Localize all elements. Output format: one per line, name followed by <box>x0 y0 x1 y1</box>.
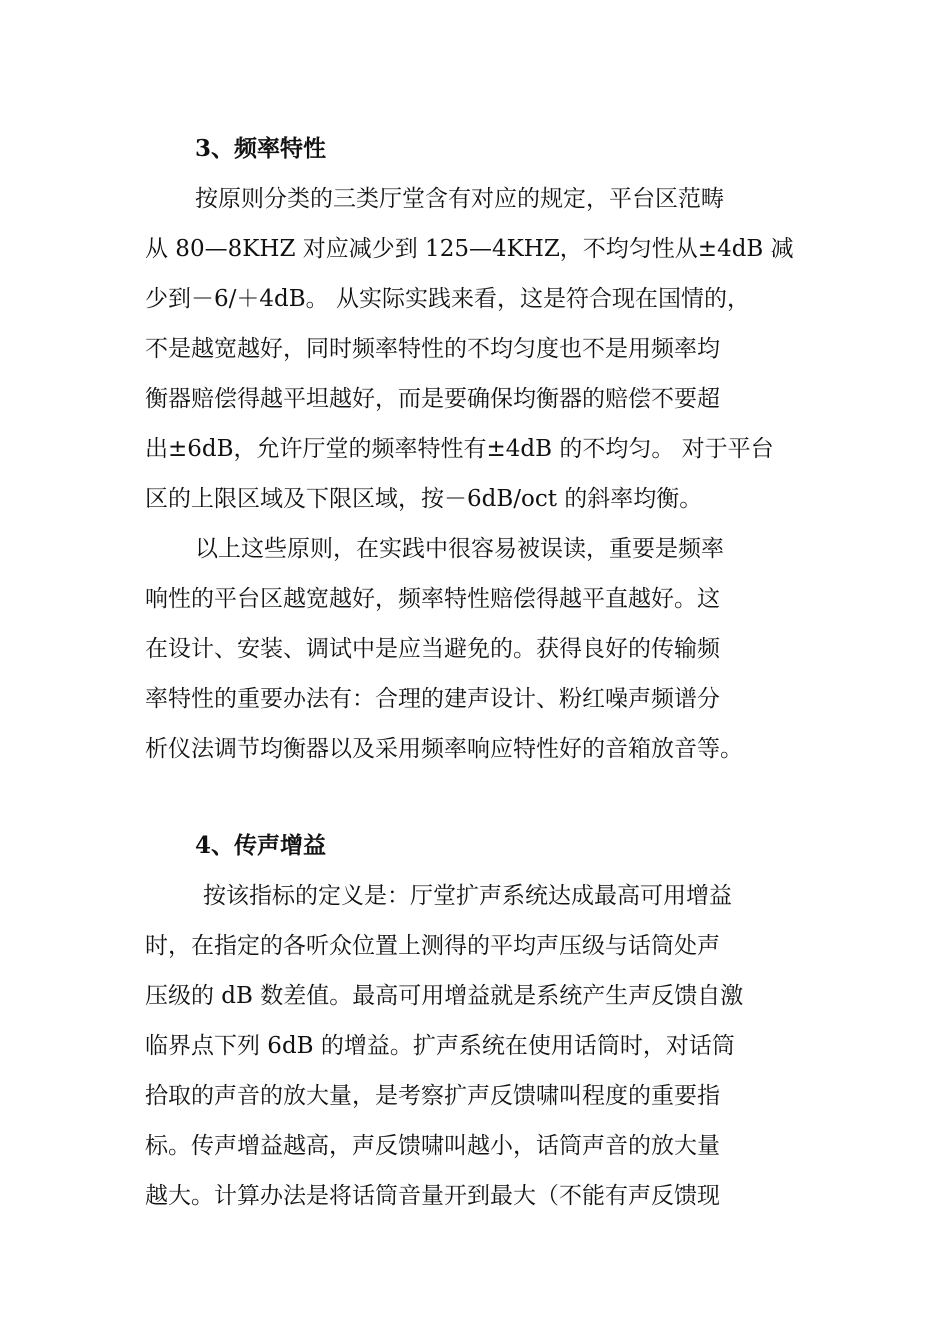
paragraph-line: 析仪法调节均衡器以及采用频率响应特性好的音箱放音等。 <box>145 736 743 762</box>
paragraph-line: 按原则分类的三类厅堂含有对应的规定，平台区范畴 <box>195 186 724 212</box>
paragraph-line: 衡器赔偿得越平坦越好，而是要确保均衡器的赔偿不要超 <box>145 386 720 412</box>
paragraph-line: 拾取的声音的放大量，是考察扩声反馈啸叫程度的重要指 <box>145 1083 720 1109</box>
paragraph-line: 压级的 dB 数差值。最高可用增益就是系统产生声反馈自激 <box>145 983 744 1009</box>
paragraph-line: 临界点下列 6dB 的增益。扩声系统在使用话筒时，对话筒 <box>145 1033 735 1059</box>
paragraph-line: 不是越宽越好，同时频率特性的不均匀度也不是用频率均 <box>145 336 720 362</box>
paragraph-line: 以上这些原则，在实践中很容易被误读，重要是频率 <box>195 536 724 562</box>
paragraph-line: 越大。计算办法是将话筒音量开到最大（不能有声反馈现 <box>145 1183 720 1209</box>
paragraph-line: 率特性的重要办法有：合理的建声设计、粉红噪声频谱分 <box>145 686 720 712</box>
paragraph-line: 从 80—8KHZ 对应减少到 125—4KHZ，不均匀性从±4dB 减 <box>145 236 794 262</box>
paragraph-line: 少到－6/＋4dB。 从实际实践来看，这是符合现在国情的， <box>145 286 750 312</box>
paragraph-line: 按该指标的定义是：厅堂扩声系统达成最高可用增益 <box>203 883 732 909</box>
paragraph-line: 时，在指定的各听众位置上测得的平均声压级与话筒处声 <box>145 933 720 959</box>
paragraph-line: 区的上限区域及下限区域，按－6dB/oct 的斜率均衡。 <box>145 486 703 512</box>
paragraph-line: 响性的平台区越宽越好，频率特性赔偿得越平直越好。这 <box>145 586 720 612</box>
paragraph-line: 在设计、安装、调试中是应当避免的。获得良好的传输频 <box>145 636 720 662</box>
section-4-heading: 4、传声增益 <box>195 832 327 859</box>
section-3-heading: 3、频率特性 <box>195 135 327 162</box>
paragraph-line: 出±6dB，允许厅堂的频率特性有±4dB 的不均匀。 对于平台 <box>145 436 774 462</box>
paragraph-line: 标。传声增益越高，声反馈啸叫越小，话筒声音的放大量 <box>145 1133 720 1159</box>
